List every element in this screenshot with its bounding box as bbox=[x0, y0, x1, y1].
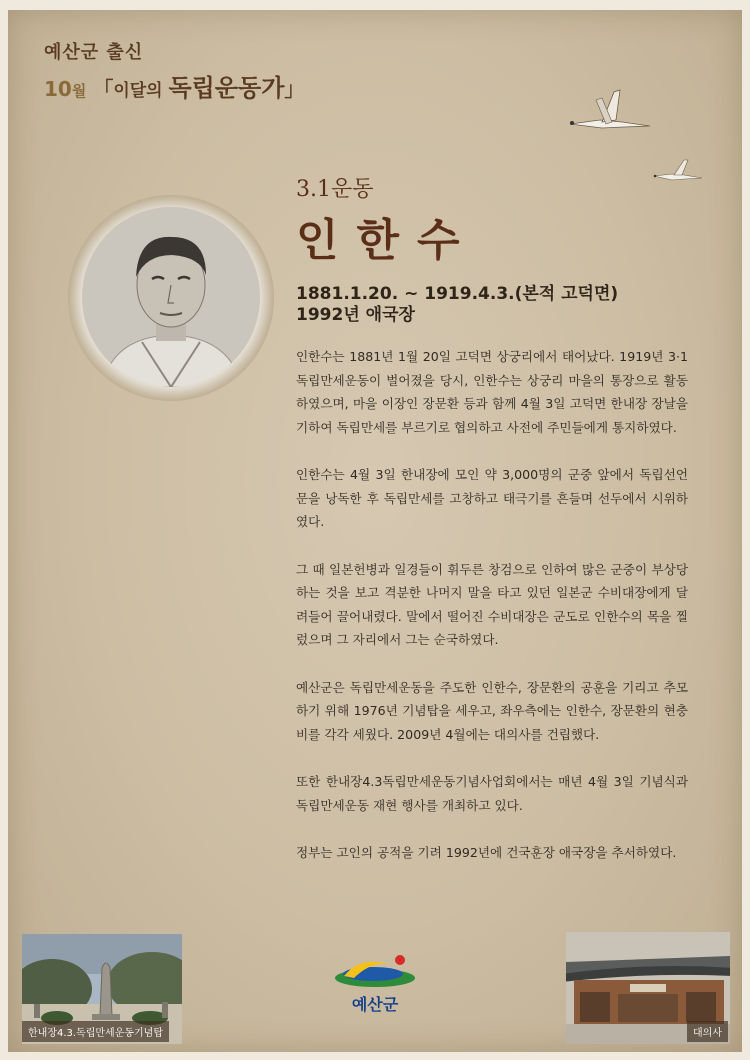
logo-text: 예산군 bbox=[351, 995, 399, 1014]
header-pre: 이달의 bbox=[113, 81, 169, 101]
life-dates: 1881.1.20. ~ 1919.4.3.(본적 고덕면) bbox=[296, 284, 619, 304]
paragraph: 정부는 고인의 공적을 기려 1992년에 건국훈장 애국장을 추서하였다. bbox=[296, 845, 677, 860]
person-name: 인한수 bbox=[296, 215, 478, 266]
header-month-unit: 월 bbox=[71, 82, 87, 100]
crane-bird-large bbox=[566, 86, 656, 142]
header-bracket-open: 「 bbox=[93, 77, 114, 101]
header-month: 10 bbox=[44, 77, 72, 101]
paragraph: 인한수는 4월 3일 한내장에 모인 약 3,000명의 군중 앞에서 독립선언문을 낭독한 후 독립만세를 고창하고 태극기를 흔들며 선두에서 시위하였다. bbox=[296, 467, 688, 529]
header-title-line bbox=[44, 68, 304, 103]
crane-bird-small bbox=[652, 156, 704, 188]
paragraph: 또한 한내장4.3독립만세운동기념사업회에서는 매년 4월 3일 기념식과 독립만세운동 재현 행사를 개최하고 있다. bbox=[296, 774, 688, 813]
logo-emblem-icon bbox=[330, 950, 420, 994]
person-info bbox=[296, 284, 618, 326]
memorial-tower-caption: 한내장4.3.독립만세운동기념탑 bbox=[22, 1021, 169, 1042]
portrait-image bbox=[82, 207, 260, 387]
biography-text bbox=[296, 345, 688, 889]
header-bracket-close: 」 bbox=[284, 77, 305, 101]
yesan-logo bbox=[330, 950, 420, 1020]
shrine-caption: 대의사 bbox=[687, 1021, 728, 1042]
memorial-tower-photo bbox=[22, 934, 182, 1044]
paragraph: 인한수는 1881년 1월 20일 고덕면 상궁리에서 태어났다. 1919년 3·1독립만세운동이 벌어졌을 당시, 인한수는 상궁리 마을의 통장으로 활동하였으며, 마을 이장인 장문환 등과 함께 4월 3일 고덕면 한내장 장날을 기하여 독립만세를 부르기로 협의하고 사전에 주민들에게 통지하였다. bbox=[296, 349, 688, 435]
header-origin: 예산군 출신 bbox=[44, 42, 144, 63]
portrait-frame bbox=[68, 195, 274, 401]
paragraph: 그 때 일본헌병과 일경들이 휘두른 창검으로 인하여 많은 군중이 부상당하는 것을 보고 격분한 나머지 말을 타고 있던 일본군 수비대장에게 달려들어 끌어내렸다. 말에서 떨어진 수비대장은 군도로 인한수의 목을 찔렀으며 그 자리에서 그는 순국하였다. bbox=[296, 561, 688, 647]
honor-award: 1992년 애국장 bbox=[296, 305, 415, 325]
movement-category: 3.1운동 bbox=[296, 177, 374, 202]
header-title: 독립운동가 bbox=[168, 74, 285, 102]
paragraph: 예산군은 독립만세운동을 주도한 인한수, 장문환의 공훈을 기리고 추모하기 위해 1976년 기념탑을 세우고, 좌우측에는 인한수, 장문환의 현충비를 각각 세웠다. 2009년 4월에는 대의사를 건립했다. bbox=[296, 679, 688, 742]
shrine-photo bbox=[566, 932, 730, 1044]
